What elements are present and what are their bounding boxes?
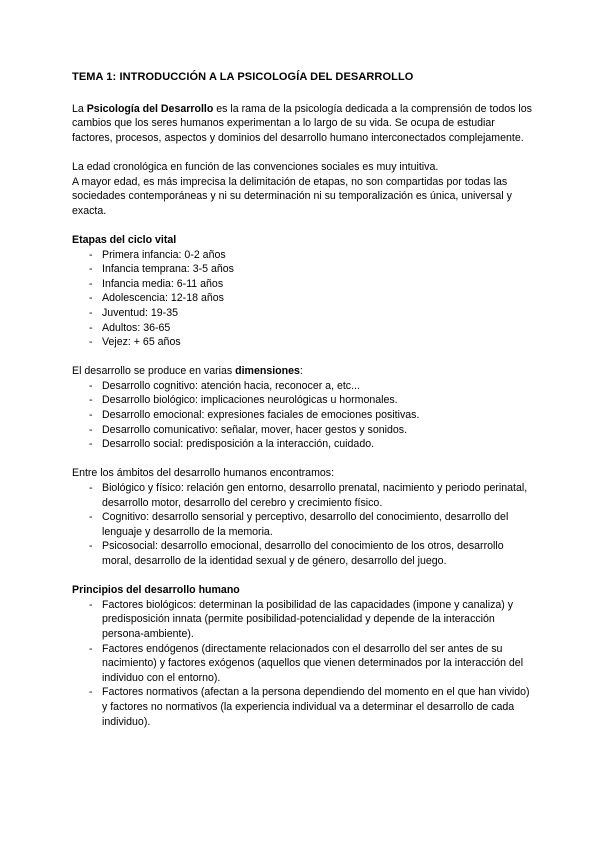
etapas-heading: Etapas del ciclo vital [72, 233, 177, 246]
edad-line-1: La edad cronológica en función de las convenciones sociales es muy intuitiva. [72, 160, 439, 173]
list-item: - Desarrollo biológico: implicaciones neurológicas u hormonales. [72, 393, 532, 408]
dimensiones-intro [72, 364, 532, 379]
intro-bold-term: Psicología del Desarrollo [86, 102, 214, 115]
ambitos-intro: Entre los ámbitos del desarrollo humanos encontramos: [72, 467, 335, 480]
list-item: - Primera infancia: 0-2 años [72, 248, 532, 263]
principios-heading: Principios del desarrollo humano [72, 584, 240, 597]
ambitos-list [72, 481, 532, 569]
document-title: TEMA 1: INTRODUCCIÓN A LA PSICOLOGÍA DEL DESARROLLO [72, 71, 414, 83]
list-item: - Desarrollo social: predisposición a la interacción, cuidado. [72, 437, 532, 452]
edad-line-2: A mayor edad, es más imprecisa la delimitación de etapas, no son compartidas por todas las sociedades contemporáneas y ni su determinación ni su temporalización es única, universal y exacta. [72, 175, 512, 217]
list-item: - Desarrollo cognitivo: atención hacia, reconocer a, etc... [72, 379, 532, 394]
list-item: - Adolescencia: 12-18 años [72, 291, 532, 306]
list-item: - Factores endógenos (directamente relacionados con el desarrollo del ser antes de su nacimiento) y factores exógenos (aquellos que vienen determinados por la interacción del individuo con el entorno). [72, 642, 532, 686]
intro-paragraph [72, 102, 532, 146]
list-item: - Adultos: 36-65 [72, 321, 532, 336]
dimensiones-pre: El desarrollo se produce en varias [72, 365, 236, 378]
list-item: - Biológico y físico: relación gen entorno, desarrollo prenatal, nacimiento y periodo perinatal, desarrollo motor, desarrollo del cerebro y crecimiento físico. [72, 481, 532, 510]
principios-list [72, 598, 532, 729]
document-content [72, 70, 532, 729]
intro-post: es la rama de la psicología dedicada a la comprensión de todos los cambios que los seres humanos experimentan a lo largo de su vida. Se ocupa de estudiar factores, procesos, aspectos y dominios del desarrollo humano interconectados complejamente. [72, 102, 532, 144]
dimensiones-bold-term: dimensiones [235, 365, 300, 378]
list-item: - Juventud: 19-35 [72, 306, 532, 321]
list-item: - Desarrollo emocional: expresiones faciales de emociones positivas. [72, 408, 532, 423]
etapas-list [72, 248, 532, 350]
list-item: - Factores normativos (afectan a la persona dependiendo del momento en el que han vivido) y factores no normativos (la experiencia individual va a determinar el desarrollo de cada individuo). [72, 685, 532, 729]
list-item: - Psicosocial: desarrollo emocional, desarrollo del conocimiento de los otros, desarrollo moral, desarrollo de la identidad sexual y de género, desarrollo del juego. [72, 539, 532, 568]
list-item: - Factores biológicos: determinan la posibilidad de las capacidades (impone y canaliza) y predisposición innata (permite posibilidad-potencialidad y depende de la interacción persona-ambiente). [72, 598, 532, 642]
dimensiones-post: : [299, 365, 303, 378]
intro-pre: La [72, 102, 87, 115]
list-item: - Cognitivo: desarrollo sensorial y perceptivo, desarrollo del conocimiento, desarrollo del lenguaje y desarrollo de la memoria. [72, 510, 532, 539]
list-item: - Desarrollo comunicativo: señalar, mover, hacer gestos y sonidos. [72, 423, 532, 438]
list-item: - Infancia media: 6-11 años [72, 277, 532, 292]
dimensiones-list [72, 379, 532, 452]
list-item: - Infancia temprana: 3-5 años [72, 262, 532, 277]
list-item: - Vejez: + 65 años [72, 335, 532, 350]
